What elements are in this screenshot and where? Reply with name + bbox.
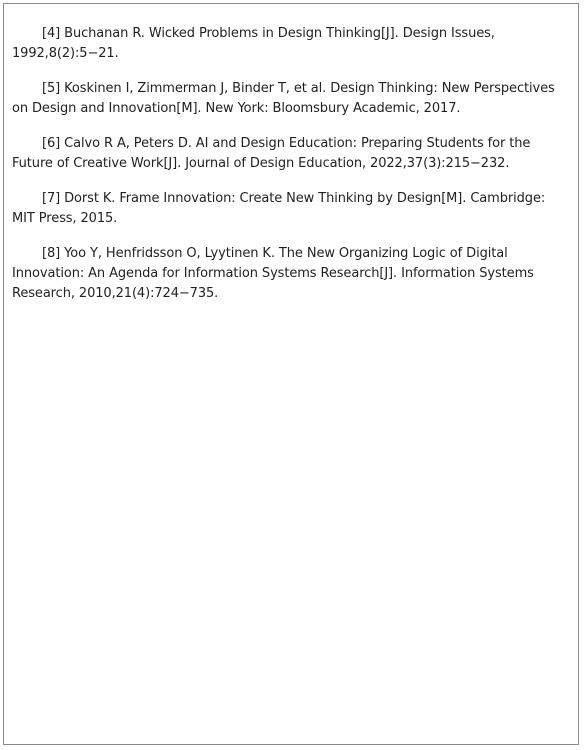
reference-item-7: [7] Dorst K. Frame Innovation: Create New Thinking by Design[M]. Cambridge: MIT Press, 2015.: [12, 191, 546, 226]
reference-item-6: [6] Calvo R A, Peters D. AI and Design Education: Preparing Students for the Future of Creative Work[J]. Journal of Design Education, 2022,37(3):215−232.: [12, 136, 531, 171]
reference-item-8: [8] Yoo Y, Henfridsson O, Lyytinen K. The New Organizing Logic of Digital Innovation: An Agenda for Information Systems Research[J]. Information Systems Research, 2010,21(4):724−735.: [12, 246, 534, 301]
reference-item-5: [5] Koskinen I, Zimmerman J, Binder T, et al. Design Thinking: New Perspectives on Design and Innovation[M]. New York: Bloomsbury Academic, 2017.: [12, 81, 555, 116]
reference-item-4: [4] Buchanan R. Wicked Problems in Design Thinking[J]. Design Issues, 1992,8(2):5−21.: [12, 26, 495, 61]
document-page: [3, 3, 579, 745]
reference-list: [12, 24, 570, 319]
